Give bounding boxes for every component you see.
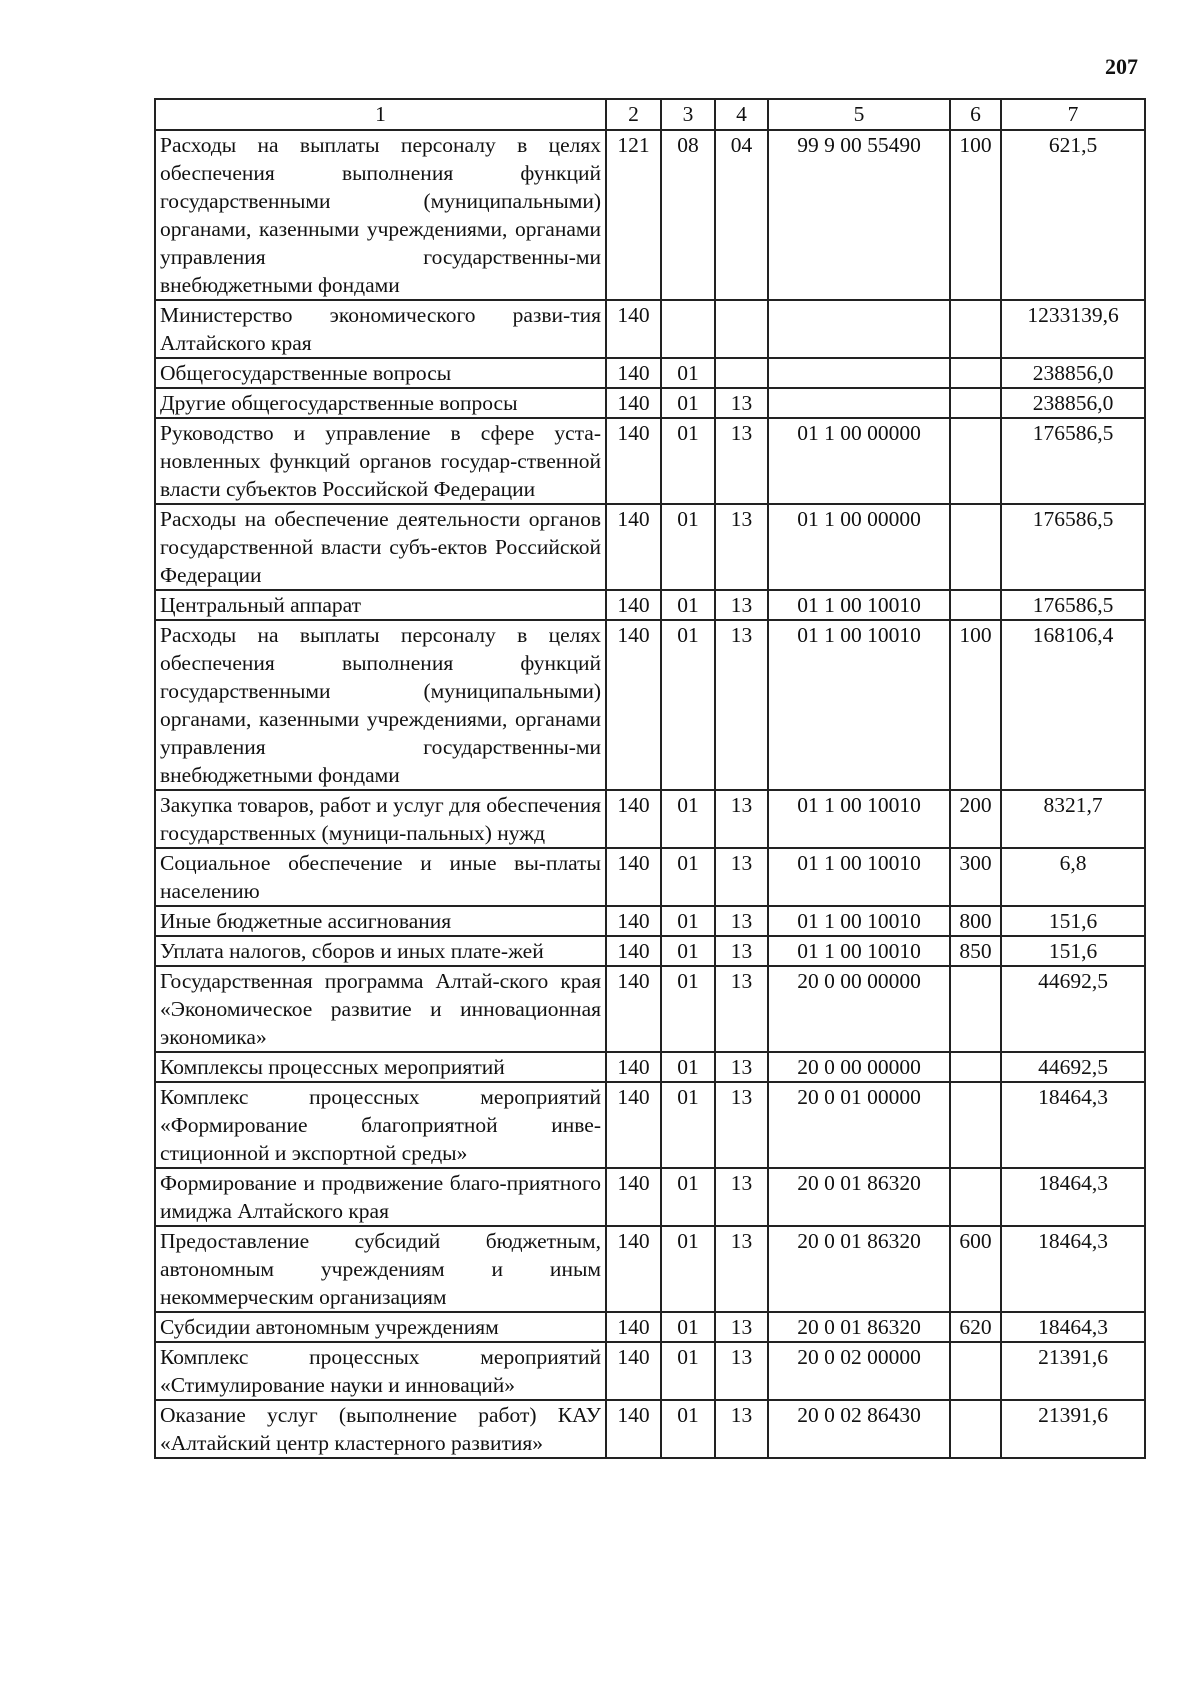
section-cell: 01	[661, 418, 715, 504]
target-article-cell: 01 1 00 10010	[768, 906, 950, 936]
table-body	[155, 130, 1145, 1458]
target-article-cell: 20 0 02 00000	[768, 1342, 950, 1400]
amount-cell: 18464,3	[1001, 1312, 1145, 1342]
table-row	[155, 590, 1145, 620]
item-name-cell: Предоставление субсидий бюджетным, автономным учреждениям и иным некоммерческим организациям	[155, 1226, 606, 1312]
code-cell: 140	[606, 504, 661, 590]
code-cell: 140	[606, 1342, 661, 1400]
table-row	[155, 1082, 1145, 1168]
expense-type-cell: 620	[950, 1312, 1001, 1342]
item-name-cell: Расходы на выплаты персоналу в целях обеспечения выполнения функций государственными (муниципальными) органами, казенными учреждениями, органами управления государственны-ми внебюджетными фондами	[155, 130, 606, 300]
column-header: 7	[1001, 99, 1145, 130]
column-header: 1	[155, 99, 606, 130]
expense-type-cell	[950, 418, 1001, 504]
expense-type-cell	[950, 1168, 1001, 1226]
table-row	[155, 848, 1145, 906]
subsection-cell: 13	[715, 936, 768, 966]
section-cell: 01	[661, 620, 715, 790]
section-cell: 01	[661, 1052, 715, 1082]
section-cell: 01	[661, 590, 715, 620]
code-cell: 140	[606, 790, 661, 848]
section-cell: 01	[661, 1312, 715, 1342]
expense-type-cell	[950, 504, 1001, 590]
expense-type-cell	[950, 300, 1001, 358]
item-name-cell: Комплексы процессных мероприятий	[155, 1052, 606, 1082]
table-row	[155, 790, 1145, 848]
table-row	[155, 1168, 1145, 1226]
amount-cell: 6,8	[1001, 848, 1145, 906]
table-row	[155, 1052, 1145, 1082]
subsection-cell	[715, 300, 768, 358]
expense-type-cell: 300	[950, 848, 1001, 906]
table-row	[155, 1226, 1145, 1312]
code-cell: 140	[606, 620, 661, 790]
amount-cell: 44692,5	[1001, 1052, 1145, 1082]
table-row	[155, 1312, 1145, 1342]
target-article-cell	[768, 388, 950, 418]
item-name-cell: Министерство экономического разви-тия Алтайского края	[155, 300, 606, 358]
target-article-cell: 01 1 00 10010	[768, 590, 950, 620]
subsection-cell: 13	[715, 848, 768, 906]
code-cell: 140	[606, 418, 661, 504]
code-cell: 140	[606, 966, 661, 1052]
code-cell: 140	[606, 848, 661, 906]
subsection-cell: 04	[715, 130, 768, 300]
target-article-cell: 01 1 00 10010	[768, 936, 950, 966]
subsection-cell: 13	[715, 1052, 768, 1082]
expense-type-cell	[950, 590, 1001, 620]
item-name-cell: Закупка товаров, работ и услуг для обеспечения государственных (муници-пальных) нужд	[155, 790, 606, 848]
expense-type-cell	[950, 1342, 1001, 1400]
section-cell	[661, 300, 715, 358]
section-cell: 01	[661, 1168, 715, 1226]
amount-cell: 21391,6	[1001, 1342, 1145, 1400]
table-row	[155, 504, 1145, 590]
code-cell: 140	[606, 1400, 661, 1458]
table-row	[155, 300, 1145, 358]
target-article-cell: 20 0 02 86430	[768, 1400, 950, 1458]
item-name-cell: Руководство и управление в сфере уста-новленных функций органов государ-ственной власти субъектов Российской Федерации	[155, 418, 606, 504]
target-article-cell	[768, 358, 950, 388]
expense-type-cell	[950, 1052, 1001, 1082]
code-cell: 140	[606, 1082, 661, 1168]
code-cell: 140	[606, 388, 661, 418]
table-row	[155, 418, 1145, 504]
section-cell: 01	[661, 504, 715, 590]
item-name-cell: Социальное обеспечение и иные вы-платы населению	[155, 848, 606, 906]
amount-cell: 44692,5	[1001, 966, 1145, 1052]
code-cell: 140	[606, 936, 661, 966]
item-name-cell: Расходы на выплаты персоналу в целях обеспечения выполнения функций государственными (муниципальными) органами, казенными учреждениями, органами управления государственны-ми внебюджетными фондами	[155, 620, 606, 790]
amount-cell: 18464,3	[1001, 1226, 1145, 1312]
table-row	[155, 358, 1145, 388]
subsection-cell: 13	[715, 1168, 768, 1226]
section-cell: 01	[661, 790, 715, 848]
section-cell: 01	[661, 936, 715, 966]
subsection-cell: 13	[715, 1226, 768, 1312]
code-cell: 140	[606, 906, 661, 936]
expense-type-cell: 850	[950, 936, 1001, 966]
subsection-cell: 13	[715, 504, 768, 590]
code-cell: 140	[606, 1052, 661, 1082]
column-header: 6	[950, 99, 1001, 130]
section-cell: 01	[661, 358, 715, 388]
page-number: 207	[1105, 54, 1138, 79]
amount-cell: 621,5	[1001, 130, 1145, 300]
amount-cell: 168106,4	[1001, 620, 1145, 790]
code-cell: 121	[606, 130, 661, 300]
table-row	[155, 1400, 1145, 1458]
expense-type-cell	[950, 1400, 1001, 1458]
target-article-cell: 01 1 00 10010	[768, 790, 950, 848]
amount-cell: 176586,5	[1001, 418, 1145, 504]
subsection-cell: 13	[715, 388, 768, 418]
section-cell: 01	[661, 1342, 715, 1400]
table-row	[155, 1342, 1145, 1400]
expense-type-cell: 100	[950, 620, 1001, 790]
code-cell: 140	[606, 358, 661, 388]
amount-cell: 1233139,6	[1001, 300, 1145, 358]
table-row	[155, 906, 1145, 936]
target-article-cell: 20 0 01 86320	[768, 1312, 950, 1342]
amount-cell: 8321,7	[1001, 790, 1145, 848]
target-article-cell: 20 0 01 00000	[768, 1082, 950, 1168]
budget-table	[154, 98, 1146, 1459]
item-name-cell: Другие общегосударственные вопросы	[155, 388, 606, 418]
table-row	[155, 936, 1145, 966]
expense-type-cell	[950, 388, 1001, 418]
expense-type-cell: 600	[950, 1226, 1001, 1312]
target-article-cell: 20 0 01 86320	[768, 1168, 950, 1226]
amount-cell: 238856,0	[1001, 358, 1145, 388]
item-name-cell: Комплекс процессных мероприятий «Стимулирование науки и инноваций»	[155, 1342, 606, 1400]
table-row	[155, 388, 1145, 418]
table-row	[155, 130, 1145, 300]
subsection-cell: 13	[715, 1082, 768, 1168]
expense-type-cell: 200	[950, 790, 1001, 848]
amount-cell: 151,6	[1001, 906, 1145, 936]
expense-type-cell	[950, 1082, 1001, 1168]
item-name-cell: Комплекс процессных мероприятий «Формирование благоприятной инве-стиционной и экспортной среды»	[155, 1082, 606, 1168]
code-cell: 140	[606, 1168, 661, 1226]
target-article-cell: 99 9 00 55490	[768, 130, 950, 300]
target-article-cell: 20 0 00 00000	[768, 1052, 950, 1082]
subsection-cell: 13	[715, 1312, 768, 1342]
amount-cell: 176586,5	[1001, 504, 1145, 590]
item-name-cell: Центральный аппарат	[155, 590, 606, 620]
subsection-cell: 13	[715, 1400, 768, 1458]
target-article-cell: 20 0 01 86320	[768, 1226, 950, 1312]
subsection-cell	[715, 358, 768, 388]
subsection-cell: 13	[715, 906, 768, 936]
target-article-cell	[768, 300, 950, 358]
subsection-cell: 13	[715, 790, 768, 848]
item-name-cell: Расходы на обеспечение деятельности органов государственной власти субъ-ектов Российской Федерации	[155, 504, 606, 590]
target-article-cell: 20 0 00 00000	[768, 966, 950, 1052]
section-cell: 01	[661, 966, 715, 1052]
item-name-cell: Иные бюджетные ассигнования	[155, 906, 606, 936]
table-row	[155, 620, 1145, 790]
section-cell: 01	[661, 906, 715, 936]
target-article-cell: 01 1 00 10010	[768, 848, 950, 906]
table-row	[155, 966, 1145, 1052]
code-cell: 140	[606, 300, 661, 358]
section-cell: 01	[661, 1400, 715, 1458]
subsection-cell: 13	[715, 590, 768, 620]
expense-type-cell	[950, 966, 1001, 1052]
expense-type-cell	[950, 358, 1001, 388]
item-name-cell: Общегосударственные вопросы	[155, 358, 606, 388]
amount-cell: 176586,5	[1001, 590, 1145, 620]
expense-type-cell: 100	[950, 130, 1001, 300]
target-article-cell: 01 1 00 00000	[768, 418, 950, 504]
column-header: 4	[715, 99, 768, 130]
amount-cell: 18464,3	[1001, 1168, 1145, 1226]
item-name-cell: Формирование и продвижение благо-приятного имиджа Алтайского края	[155, 1168, 606, 1226]
amount-cell: 238856,0	[1001, 388, 1145, 418]
column-header: 5	[768, 99, 950, 130]
item-name-cell: Государственная программа Алтай-ского края «Экономическое развитие и инновационная экономика»	[155, 966, 606, 1052]
section-cell: 01	[661, 848, 715, 906]
section-cell: 01	[661, 1082, 715, 1168]
target-article-cell: 01 1 00 00000	[768, 504, 950, 590]
column-header: 3	[661, 99, 715, 130]
code-cell: 140	[606, 1226, 661, 1312]
header-row	[155, 99, 1145, 130]
code-cell: 140	[606, 590, 661, 620]
code-cell: 140	[606, 1312, 661, 1342]
subsection-cell: 13	[715, 1342, 768, 1400]
subsection-cell: 13	[715, 418, 768, 504]
subsection-cell: 13	[715, 620, 768, 790]
expense-type-cell: 800	[950, 906, 1001, 936]
item-name-cell: Уплата налогов, сборов и иных плате-жей	[155, 936, 606, 966]
amount-cell: 151,6	[1001, 936, 1145, 966]
subsection-cell: 13	[715, 966, 768, 1052]
item-name-cell: Субсидии автономным учреждениям	[155, 1312, 606, 1342]
column-header: 2	[606, 99, 661, 130]
target-article-cell: 01 1 00 10010	[768, 620, 950, 790]
section-cell: 01	[661, 1226, 715, 1312]
amount-cell: 18464,3	[1001, 1082, 1145, 1168]
item-name-cell: Оказание услуг (выполнение работ) КАУ «Алтайский центр кластерного развития»	[155, 1400, 606, 1458]
section-cell: 08	[661, 130, 715, 300]
section-cell: 01	[661, 388, 715, 418]
amount-cell: 21391,6	[1001, 1400, 1145, 1458]
